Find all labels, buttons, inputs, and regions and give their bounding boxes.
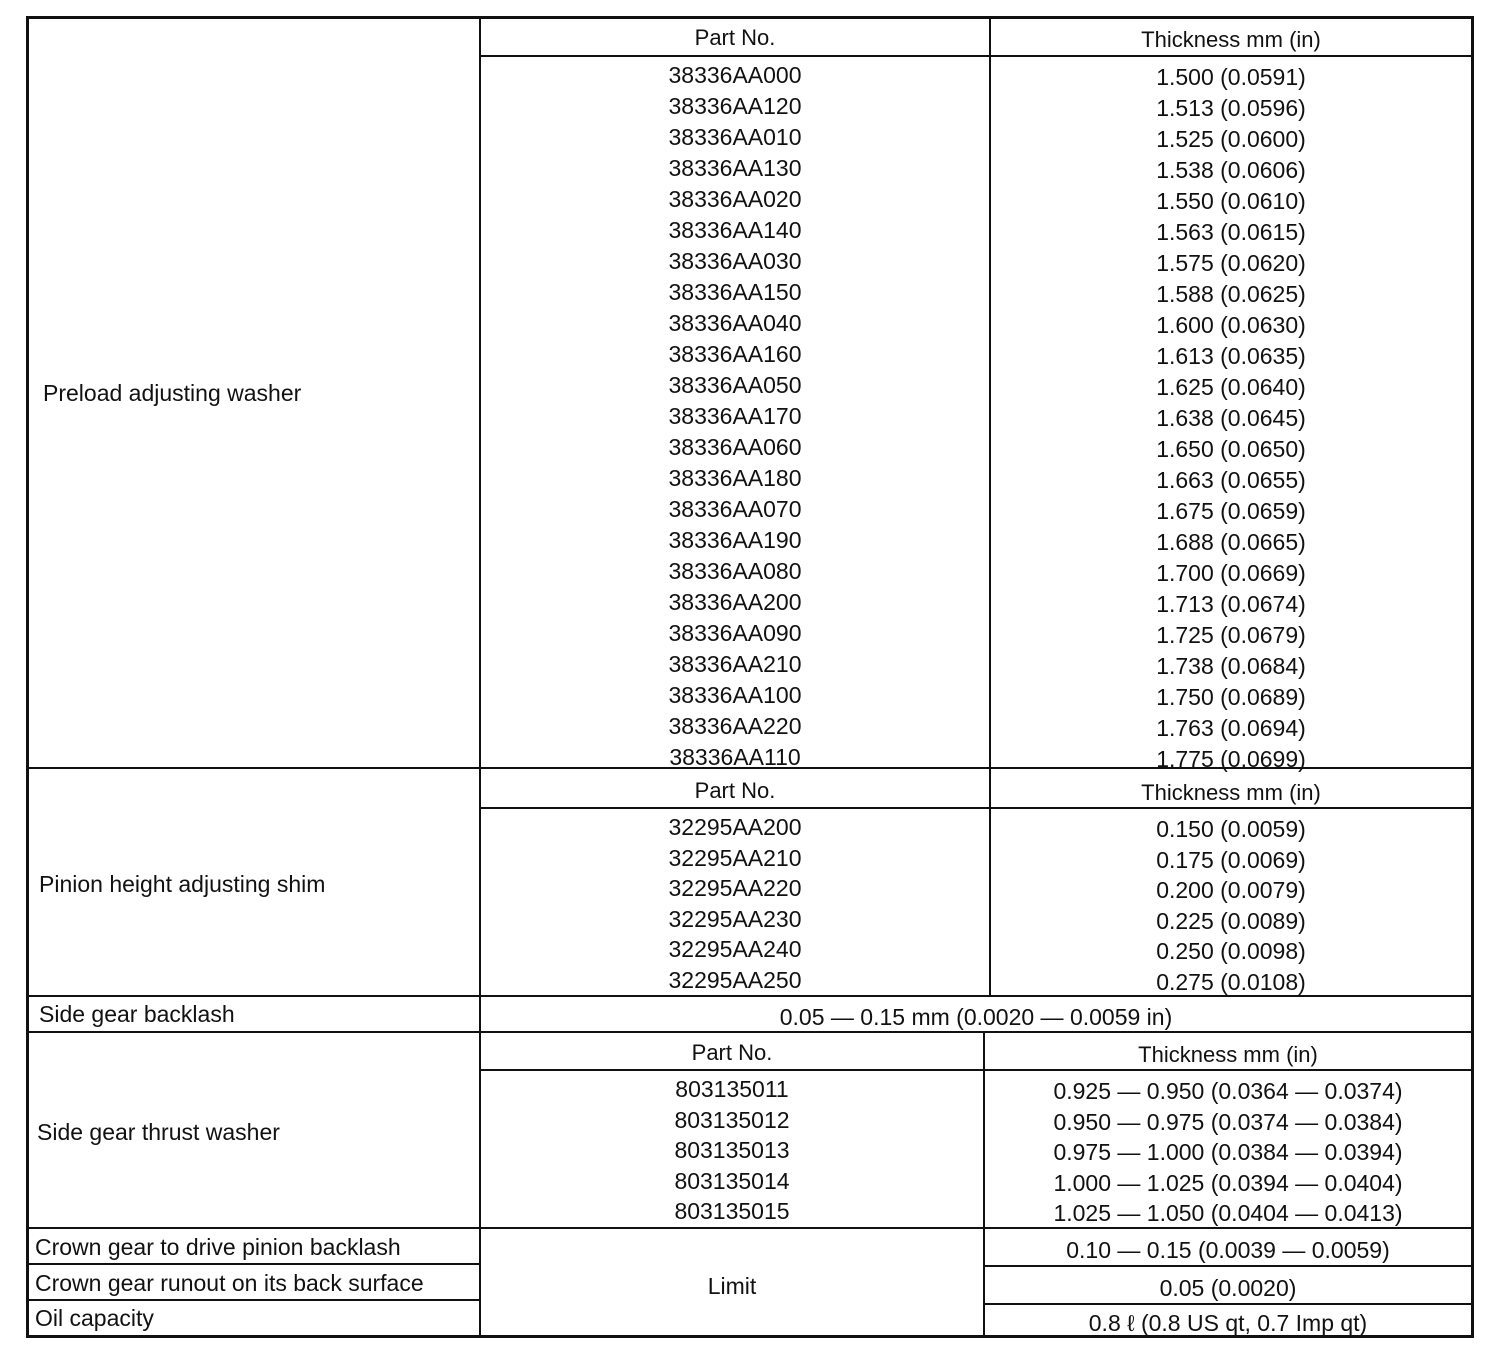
thickness-cell: 1.538 (0.0606)	[1156, 157, 1306, 183]
grid-line	[29, 1031, 1471, 1033]
part-number-cell: 803135013	[674, 1137, 790, 1163]
part-number-cell: 32295AA220	[668, 875, 802, 901]
part-number-cell: 38336AA120	[668, 93, 802, 119]
part-number-cell: 38336AA180	[668, 465, 802, 491]
thickness-cell: 1.763 (0.0694)	[1156, 715, 1306, 741]
part-number-cell: 32295AA200	[668, 814, 802, 840]
thickness-cell: 1.675 (0.0659)	[1156, 498, 1306, 524]
thickness-cell: 0.275 (0.0108)	[1156, 968, 1306, 995]
pinion-part-list	[481, 812, 989, 995]
part-number-cell: 38336AA060	[668, 434, 802, 460]
grid-line	[479, 1069, 1471, 1071]
part-number-cell: 38336AA220	[668, 713, 802, 739]
part-number-cell: 38336AA140	[668, 217, 802, 243]
thickness-cell: 1.688 (0.0665)	[1156, 529, 1306, 555]
part-number-cell: 38336AA040	[668, 310, 802, 336]
part-number-cell: 803135014	[674, 1167, 790, 1194]
pinion-part-header: Part No.	[694, 778, 776, 803]
part-number-cell: 38336AA030	[668, 248, 802, 274]
part-number-cell: 38336AA130	[668, 155, 802, 181]
part-number-cell: 38336AA070	[668, 496, 802, 522]
grid-line	[479, 807, 1471, 809]
thickness-cell: 1.738 (0.0684)	[1156, 653, 1306, 679]
limit-label: Limit	[707, 1273, 757, 1299]
thickness-cell: 1.513 (0.0596)	[1156, 95, 1306, 121]
thickness-cell: 0.175 (0.0069)	[1156, 846, 1306, 873]
thickness-cell: 1.638 (0.0645)	[1156, 405, 1306, 431]
part-number-cell: 38336AA010	[668, 124, 802, 150]
thickness-cell: 0.150 (0.0059)	[1156, 816, 1306, 842]
part-number-cell: 38336AA080	[668, 558, 802, 584]
part-number-cell: 38336AA150	[668, 279, 802, 305]
side-gear-backlash-value: 0.05 — 0.15 mm (0.0020 — 0.0059 in)	[779, 1004, 1173, 1030]
crown-backlash-value: 0.10 — 0.15 (0.0039 — 0.0059)	[1066, 1237, 1390, 1263]
thickness-cell: 0.200 (0.0079)	[1156, 877, 1306, 903]
specification-table	[26, 16, 1474, 1338]
thickness-cell: 1.700 (0.0669)	[1156, 560, 1306, 586]
part-number-cell: 38336AA050	[668, 372, 802, 398]
thickness-cell: 1.650 (0.0650)	[1156, 436, 1306, 462]
preload-part-list	[481, 60, 989, 773]
part-number-cell: 32295AA250	[668, 966, 802, 993]
thrust-part-list	[481, 1074, 983, 1227]
part-number-cell: 803135012	[674, 1106, 790, 1133]
thickness-cell: 0.950 — 0.975 (0.0374 — 0.0384)	[1053, 1108, 1403, 1135]
thickness-cell: 1.575 (0.0620)	[1156, 250, 1306, 276]
thickness-cell: 1.663 (0.0655)	[1156, 467, 1306, 493]
part-number-cell: 38336AA210	[668, 651, 802, 677]
preload-thickness-list	[991, 62, 1471, 775]
thickness-cell: 1.775 (0.0699)	[1156, 746, 1306, 772]
part-number-cell: 38336AA160	[668, 341, 802, 367]
part-number-cell: 32295AA230	[668, 905, 802, 932]
part-number-cell: 38336AA190	[668, 527, 802, 553]
crown-runout-value: 0.05 (0.0020)	[1159, 1275, 1297, 1301]
grid-line	[29, 1299, 479, 1301]
thrust-part-header: Part No.	[691, 1040, 773, 1065]
preload-part-header: Part No.	[694, 25, 776, 50]
grid-line	[983, 1303, 1471, 1305]
grid-line	[983, 1265, 1471, 1267]
thickness-cell: 1.725 (0.0679)	[1156, 622, 1306, 648]
thickness-cell: 0.250 (0.0098)	[1156, 938, 1306, 964]
thickness-cell: 1.613 (0.0635)	[1156, 343, 1306, 369]
thrust-washer-label: Side gear thrust washer	[37, 1119, 280, 1145]
part-number-cell: 32295AA240	[668, 936, 802, 962]
pinion-thickness-header: Thickness mm (in)	[1141, 780, 1321, 805]
part-number-cell: 38336AA020	[668, 186, 802, 212]
thickness-cell: 1.500 (0.0591)	[1156, 64, 1306, 90]
thickness-cell: 0.925 — 0.950 (0.0364 — 0.0374)	[1053, 1078, 1403, 1104]
grid-line	[479, 55, 1471, 57]
thickness-cell: 1.550 (0.0610)	[1156, 188, 1306, 214]
pinion-thickness-list	[991, 814, 1471, 997]
part-number-cell: 38336AA000	[668, 62, 802, 88]
pinion-shim-label: Pinion height adjusting shim	[39, 871, 326, 897]
thickness-cell: 1.713 (0.0674)	[1156, 591, 1306, 617]
part-number-cell: 38336AA110	[669, 744, 801, 770]
thickness-cell: 1.000 — 1.025 (0.0394 — 0.0404)	[1053, 1169, 1403, 1196]
part-number-cell: 38336AA100	[668, 682, 802, 708]
grid-line	[29, 1263, 479, 1265]
thickness-cell: 1.600 (0.0630)	[1156, 312, 1306, 338]
preload-thickness-header: Thickness mm (in)	[1141, 27, 1321, 52]
thrust-thickness-header: Thickness mm (in)	[1138, 1042, 1318, 1067]
thrust-thickness-list	[985, 1076, 1471, 1229]
thickness-cell: 0.975 — 1.000 (0.0384 — 0.0394)	[1053, 1139, 1403, 1165]
side-gear-backlash-label: Side gear backlash	[39, 1001, 235, 1027]
crown-runout-label: Crown gear runout on its back surface	[35, 1270, 424, 1296]
thickness-cell: 1.588 (0.0625)	[1156, 281, 1306, 307]
crown-backlash-label: Crown gear to drive pinion backlash	[35, 1234, 401, 1260]
preload-washer-label: Preload adjusting washer	[43, 380, 302, 406]
part-number-cell: 803135015	[674, 1198, 790, 1224]
part-number-cell: 32295AA210	[668, 844, 802, 871]
thickness-cell: 1.750 (0.0689)	[1156, 684, 1306, 710]
thickness-cell: 1.525 (0.0600)	[1156, 126, 1306, 152]
thickness-cell: 1.025 — 1.050 (0.0404 — 0.0413)	[1053, 1200, 1403, 1226]
part-number-cell: 803135011	[675, 1076, 789, 1102]
thickness-cell: 1.563 (0.0615)	[1156, 219, 1306, 245]
thickness-cell: 0.225 (0.0089)	[1156, 907, 1306, 934]
part-number-cell: 38336AA170	[668, 403, 802, 429]
part-number-cell: 38336AA200	[668, 589, 802, 615]
thickness-cell: 1.625 (0.0640)	[1156, 374, 1306, 400]
part-number-cell: 38336AA090	[668, 620, 802, 646]
oil-capacity-value: 0.8 ℓ (0.8 US qt, 0.7 Imp qt)	[1088, 1310, 1368, 1336]
oil-capacity-label: Oil capacity	[35, 1305, 154, 1331]
